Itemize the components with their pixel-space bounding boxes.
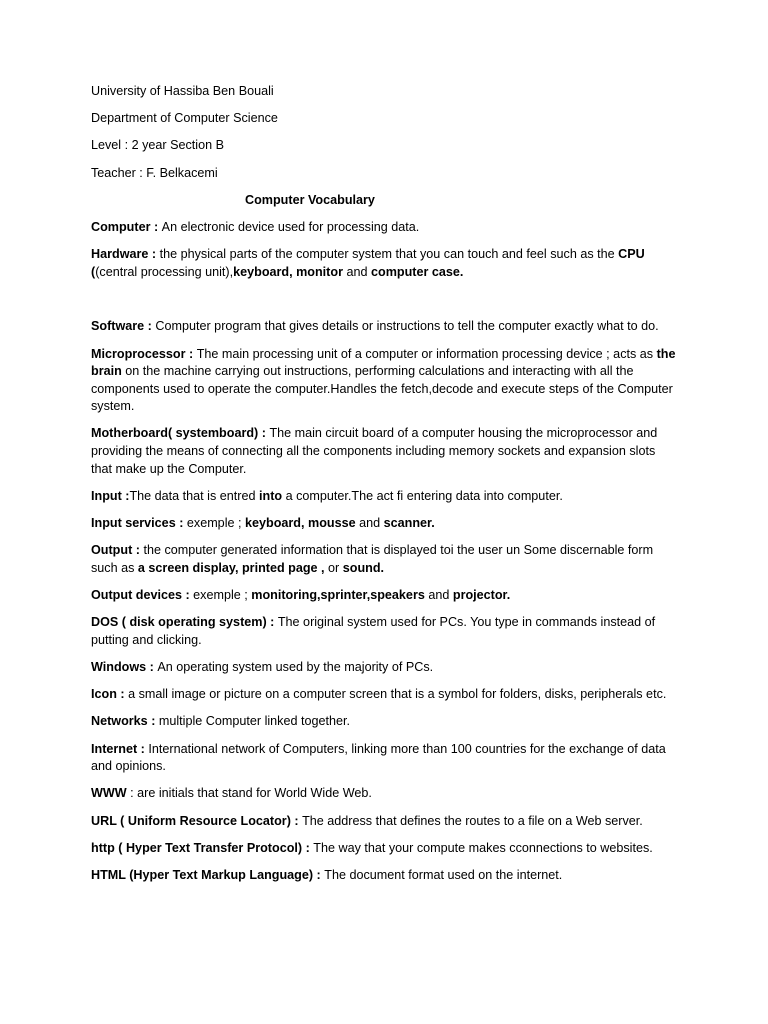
term-bold-text: computer case. (371, 264, 464, 279)
vocab-entry-internet (91, 741, 676, 776)
vocab-entry-icon (91, 686, 676, 704)
term-bold-text: monitoring,sprinter,speakers (251, 588, 425, 602)
term-bold-text: Software : (91, 319, 156, 334)
university-line: University of Hassiba Ben Bouali (91, 84, 274, 98)
vocab-entry-url (91, 813, 676, 831)
term-bold-text: Computer : (91, 219, 162, 234)
definition-text: International network of Computers, linking more than 100 countries for the exchange of data and opinions. (91, 741, 666, 774)
definition-text: The original system used for PCs. You type in commands instead of putting and clicking. (91, 615, 656, 647)
vocab-entry-http (91, 840, 676, 858)
term-bold-text: CPU ( (91, 247, 645, 279)
definition-text: The address that defines the routes to a file on a Web server. (302, 813, 643, 828)
definition-text: the computer generated information that is displayed toi the user un Some discernable form such as (91, 543, 654, 575)
definition-text: The way that your compute makes cconnections to websites. (313, 840, 653, 855)
definition-text: : are initials that stand for World Wide Web. (126, 786, 372, 801)
document-page (91, 83, 676, 894)
term-bold-text: a screen display, printed page , (137, 560, 325, 575)
term-bold-text: keyboard, monitor (233, 264, 343, 279)
vocab-entry-www (91, 785, 676, 803)
term-bold-text: the brain (91, 346, 676, 379)
teacher-line: Teacher : F. Belkacemi (91, 165, 218, 180)
vocab-entry-motherboard (91, 425, 676, 478)
term-bold-text: Output : (91, 543, 144, 558)
vocab-entry-software (91, 318, 676, 336)
term-bold-text: URL ( Uniform Resource Locator) : (91, 813, 303, 828)
term-bold-text: Motherboard( systemboard) : (91, 426, 270, 441)
definition-text: exemple ; (186, 516, 245, 531)
definition-text: and (342, 264, 371, 279)
term-bold-text: projector. (452, 588, 511, 602)
vocab-entry-microprocessor (91, 346, 676, 416)
definition-text: An operating system used by the majority of PCs. (157, 659, 434, 674)
definition-text: the physical parts of the computer system that you can touch and feel such as the (159, 247, 619, 262)
term-bold-text: HTML (Hyper Text Markup Language) : (91, 867, 325, 882)
term-bold-text: Networks : (91, 714, 159, 729)
vocab-entry-hardware (91, 246, 676, 281)
definition-text: An electronic device used for processing data. (161, 219, 420, 234)
definition-text: or (324, 560, 343, 575)
definition-text: on the machine carrying out instructions, performing calculations and interacting with all the components used to operate the computer.Handles the fetch,decode and execute steps of the Computer system. (91, 364, 673, 414)
definition-text: (central processing unit), (95, 264, 234, 279)
definition-text: The data that is entred (129, 488, 259, 503)
term-bold-text: Hardware : (91, 247, 160, 262)
definition-text: The main processing unit of a computer or information processing device ; acts as (196, 346, 657, 361)
definition-text: multiple Computer linked together. (158, 714, 350, 729)
term-bold-text: sound. (342, 560, 385, 575)
term-bold-text: Internet : (91, 741, 149, 756)
vocab-entry-dos (91, 614, 676, 649)
term-bold-text: DOS ( disk operating system) : (91, 615, 278, 630)
term-bold-text: WWW (91, 786, 127, 801)
vocab-entry-output-devices (91, 587, 676, 605)
vocab-entry-input-services (91, 515, 676, 533)
definition-text: and (355, 516, 384, 531)
vocab-entry-input (91, 488, 676, 506)
definition-text: a small image or picture on a computer screen that is a symbol for folders, disks, peripherals etc. (128, 687, 667, 702)
definition-text: and (424, 588, 453, 602)
vocab-entry-html (91, 867, 676, 885)
term-bold-text: into (259, 488, 283, 503)
document-title: Computer Vocabulary (245, 192, 375, 207)
term-bold-text: Icon : (91, 687, 129, 702)
term-bold-text: scanner. (383, 516, 435, 531)
definition-text: a computer.The act fi entering data into computer. (282, 488, 563, 503)
level-line: Level : 2 year Section B (91, 138, 225, 153)
definition-text: exemple ; (193, 588, 252, 602)
vocab-entry-windows (91, 659, 676, 677)
definition-text: The main circuit board of a computer housing the microprocessor and providing the means of connecting all the components including memory sockets and expansion slots that make up the Computer. (91, 426, 658, 476)
vocabulary-list (91, 219, 676, 885)
definition-text: The document format used on the internet. (324, 867, 563, 882)
term-bold-text: Microprocessor : (91, 346, 197, 361)
department-line: Department of Computer Science (91, 111, 278, 126)
term-bold-text: http ( Hyper Text Transfer Protocol) : (91, 840, 314, 855)
term-bold-text: Input services : (91, 516, 187, 531)
term-bold-text: Output devices : (91, 588, 194, 602)
vocab-entry-computer (91, 219, 676, 237)
term-bold-text: Windows : (91, 659, 158, 674)
term-bold-text: keyboard, mousse (245, 516, 356, 531)
definition-text: Computer program that gives details or instructions to tell the computer exactly what to do. (155, 319, 659, 334)
vocab-entry-output (91, 542, 676, 577)
vocab-entry-networks (91, 713, 676, 731)
term-bold-text: Input : (91, 488, 130, 503)
